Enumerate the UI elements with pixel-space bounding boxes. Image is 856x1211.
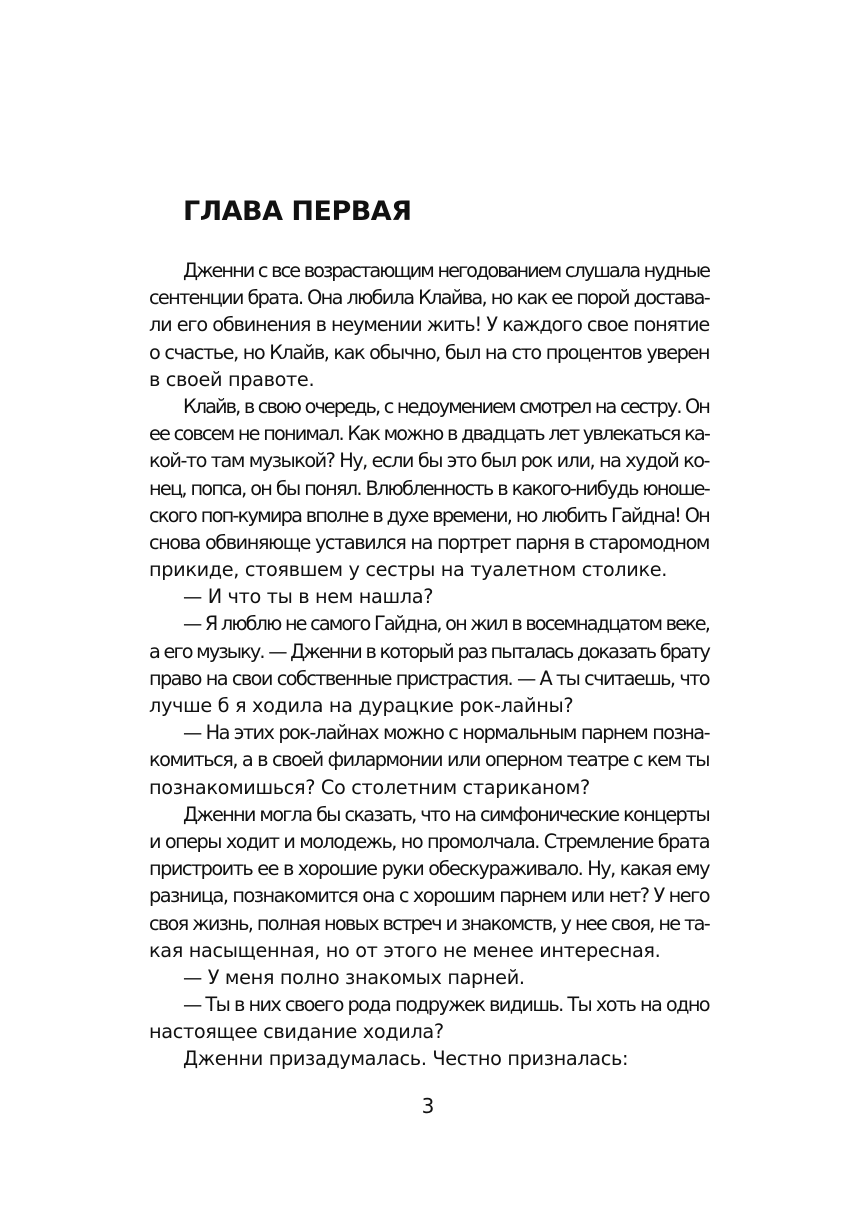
text-line: снова обвиняюще уставился на портрет парня в старомодном bbox=[149, 530, 709, 554]
text-line: прикиде, стоявшем у сестры на туалетном столике. bbox=[149, 558, 668, 582]
text-line: сентенции брата. Она любила Клайва, но как ее порой достава- bbox=[149, 286, 709, 310]
text-line: своя жизнь, полная новых встреч и знакомств, у нее своя, не та- bbox=[149, 911, 709, 935]
text-line: кой-то там музыкой? Ну, если бы это был рок или, на худой ко- bbox=[149, 449, 709, 473]
text-line: Дженни призадумалась. Честно призналась: bbox=[183, 1047, 629, 1071]
text-line: и оперы ходит и молодежь, но промолчала. Стремление брата bbox=[149, 829, 709, 853]
text-line: ее совсем не понимал. Как можно в двадцать лет увлекаться ка- bbox=[149, 422, 709, 446]
text-line: — Ты в них своего рода подружек видишь. Ты хоть на одно bbox=[183, 993, 709, 1017]
text-line: нец, попса, он бы понял. Влюбленность в какого-нибудь юноше- bbox=[149, 476, 709, 500]
text-line: разница, познакомится она с хорошим парнем или нет? У него bbox=[149, 884, 709, 908]
text-line: право на свои собственные пристрастия. — А ты считаешь, что bbox=[149, 666, 709, 690]
chapter-title: ГЛАВА ПЕРВАЯ bbox=[183, 196, 412, 227]
text-line: пристроить ее в хорошие руки обескураживало. Ну, какая ему bbox=[149, 857, 709, 881]
text-line: лучше б я ходила на дурацкие рок-лайны? bbox=[149, 694, 574, 717]
chapter-body-text bbox=[149, 257, 709, 1073]
text-line: комиться, а в своей филармонии или оперном театре с кем ты bbox=[149, 748, 709, 772]
text-line: настоящее свидание ходила? bbox=[149, 1020, 444, 1044]
text-line: — И что ты в нем нашла? bbox=[183, 585, 434, 609]
text-line: кая насыщенная, но от этого не менее интересная. bbox=[149, 938, 661, 962]
text-line: познакомишься? Со столетним стариканом? bbox=[149, 775, 590, 799]
text-line: — У меня полно знакомых парней. bbox=[183, 965, 525, 989]
text-line: в своей правоте. bbox=[149, 367, 315, 391]
text-line: а его музыку. — Дженни в который раз пыталась доказать брату bbox=[149, 639, 709, 663]
text-line: ли его обвинения в неумении жить! У каждого свое понятие bbox=[149, 313, 709, 337]
text-line: — Я люблю не самого Гайдна, он жил в восемнадцатом веке, bbox=[183, 612, 709, 636]
page-number: 3 bbox=[421, 1094, 435, 1118]
text-line: о счастье, но Клайв, как обычно, был на сто процентов уверен bbox=[149, 340, 709, 364]
text-line: Клайв, в свою очередь, с недоумением смотрел на сестру. Он bbox=[183, 394, 709, 418]
text-line: — На этих рок-лайнах можно с нормальным парнем позна- bbox=[183, 721, 709, 745]
text-line: ского поп-кумира вполне в духе времени, но любить Гайдна! Он bbox=[149, 503, 709, 527]
text-line: Дженни могла бы сказать, что на симфонические концерты bbox=[183, 802, 709, 826]
text-line: Дженни с все возрастающим негодованием слушала нудные bbox=[183, 259, 709, 282]
